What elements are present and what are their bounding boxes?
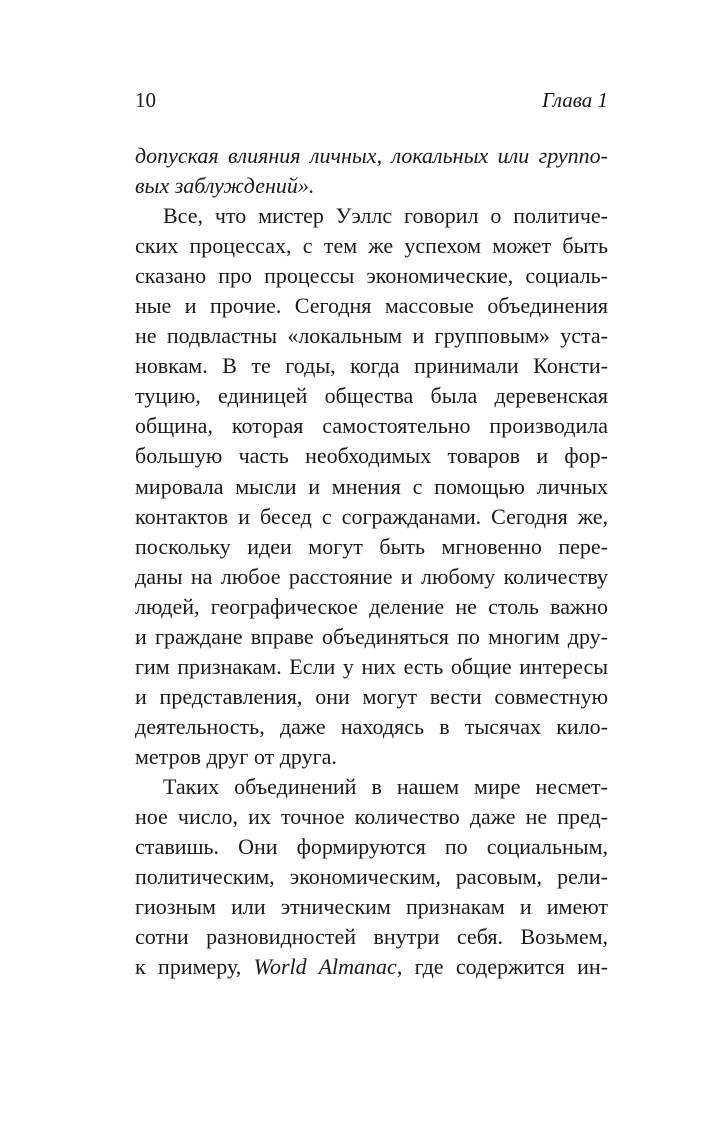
text-line-last	[135, 952, 608, 982]
text-line: сотни разновидностей внутри себя. Возьмем,	[135, 924, 608, 950]
text-line: допуская влияния личных, локальных или группо-	[135, 143, 608, 168]
text-line: сказано про процессы экономические, социаль-	[135, 263, 608, 289]
body-text	[135, 141, 608, 982]
text-line: не подвластны «локальным и групповым» уста-	[135, 323, 608, 349]
text-segment: , где содержится ин-	[396, 954, 608, 980]
text-line: поскольку идеи могут быть мгновенно пере-	[135, 533, 608, 559]
text-line: деятельность, даже находясь в тысячах кило-	[135, 713, 608, 739]
running-title: Глава 1	[542, 88, 608, 112]
text-line: ставишь. Они формируются по социальным,	[135, 834, 608, 860]
text-line: вых заблуждений».	[135, 173, 315, 199]
text-line: ные и прочие. Сегодня массовые объединения	[135, 293, 608, 319]
page-number: 10	[135, 88, 156, 112]
text-line: Все, что мистер Уэллс говорил о политиче-	[163, 203, 608, 229]
text-line: и граждане вправе объединяться по многим дру-	[135, 623, 608, 649]
text-line: община, которая самостоятельно производила	[135, 413, 608, 439]
text-line: контактов и бесед с согражданами. Сегодня же,	[135, 503, 608, 529]
text-line: ное число, их точное количество даже не пред-	[135, 804, 608, 830]
text-line: туцию, единицей общества была деревенская	[135, 383, 608, 409]
text-line: политическим, экономическим, расовым, рели-	[135, 864, 608, 890]
text-line: людей, географическое деление не столь важно	[135, 593, 608, 619]
text-line: мировала мысли и мнения с помощью личных	[135, 473, 608, 499]
text-line: даны на любое расстояние и любому количеству	[135, 563, 608, 589]
page-header	[135, 88, 608, 118]
text-segment: к примеру,	[135, 954, 254, 980]
text-line: ских процессах, с тем же успехом может быть	[135, 233, 608, 259]
text-line: гим признакам. Если у них есть общие интересы	[135, 653, 608, 679]
text-line: большую часть необходимых товаров и фор-	[135, 443, 608, 469]
text-line: метров друг от друга.	[135, 743, 337, 769]
text-line: Таких объединений в нашем мире несмет-	[163, 773, 608, 799]
book-title-world-almanac: World Almanac	[253, 954, 397, 980]
text-line: гиозным или этническим признакам и имеют	[135, 894, 608, 920]
text-line: и представления, они могут вести совместную	[135, 683, 608, 709]
text-line: новкам. В те годы, когда принимали Консти-	[135, 353, 608, 379]
